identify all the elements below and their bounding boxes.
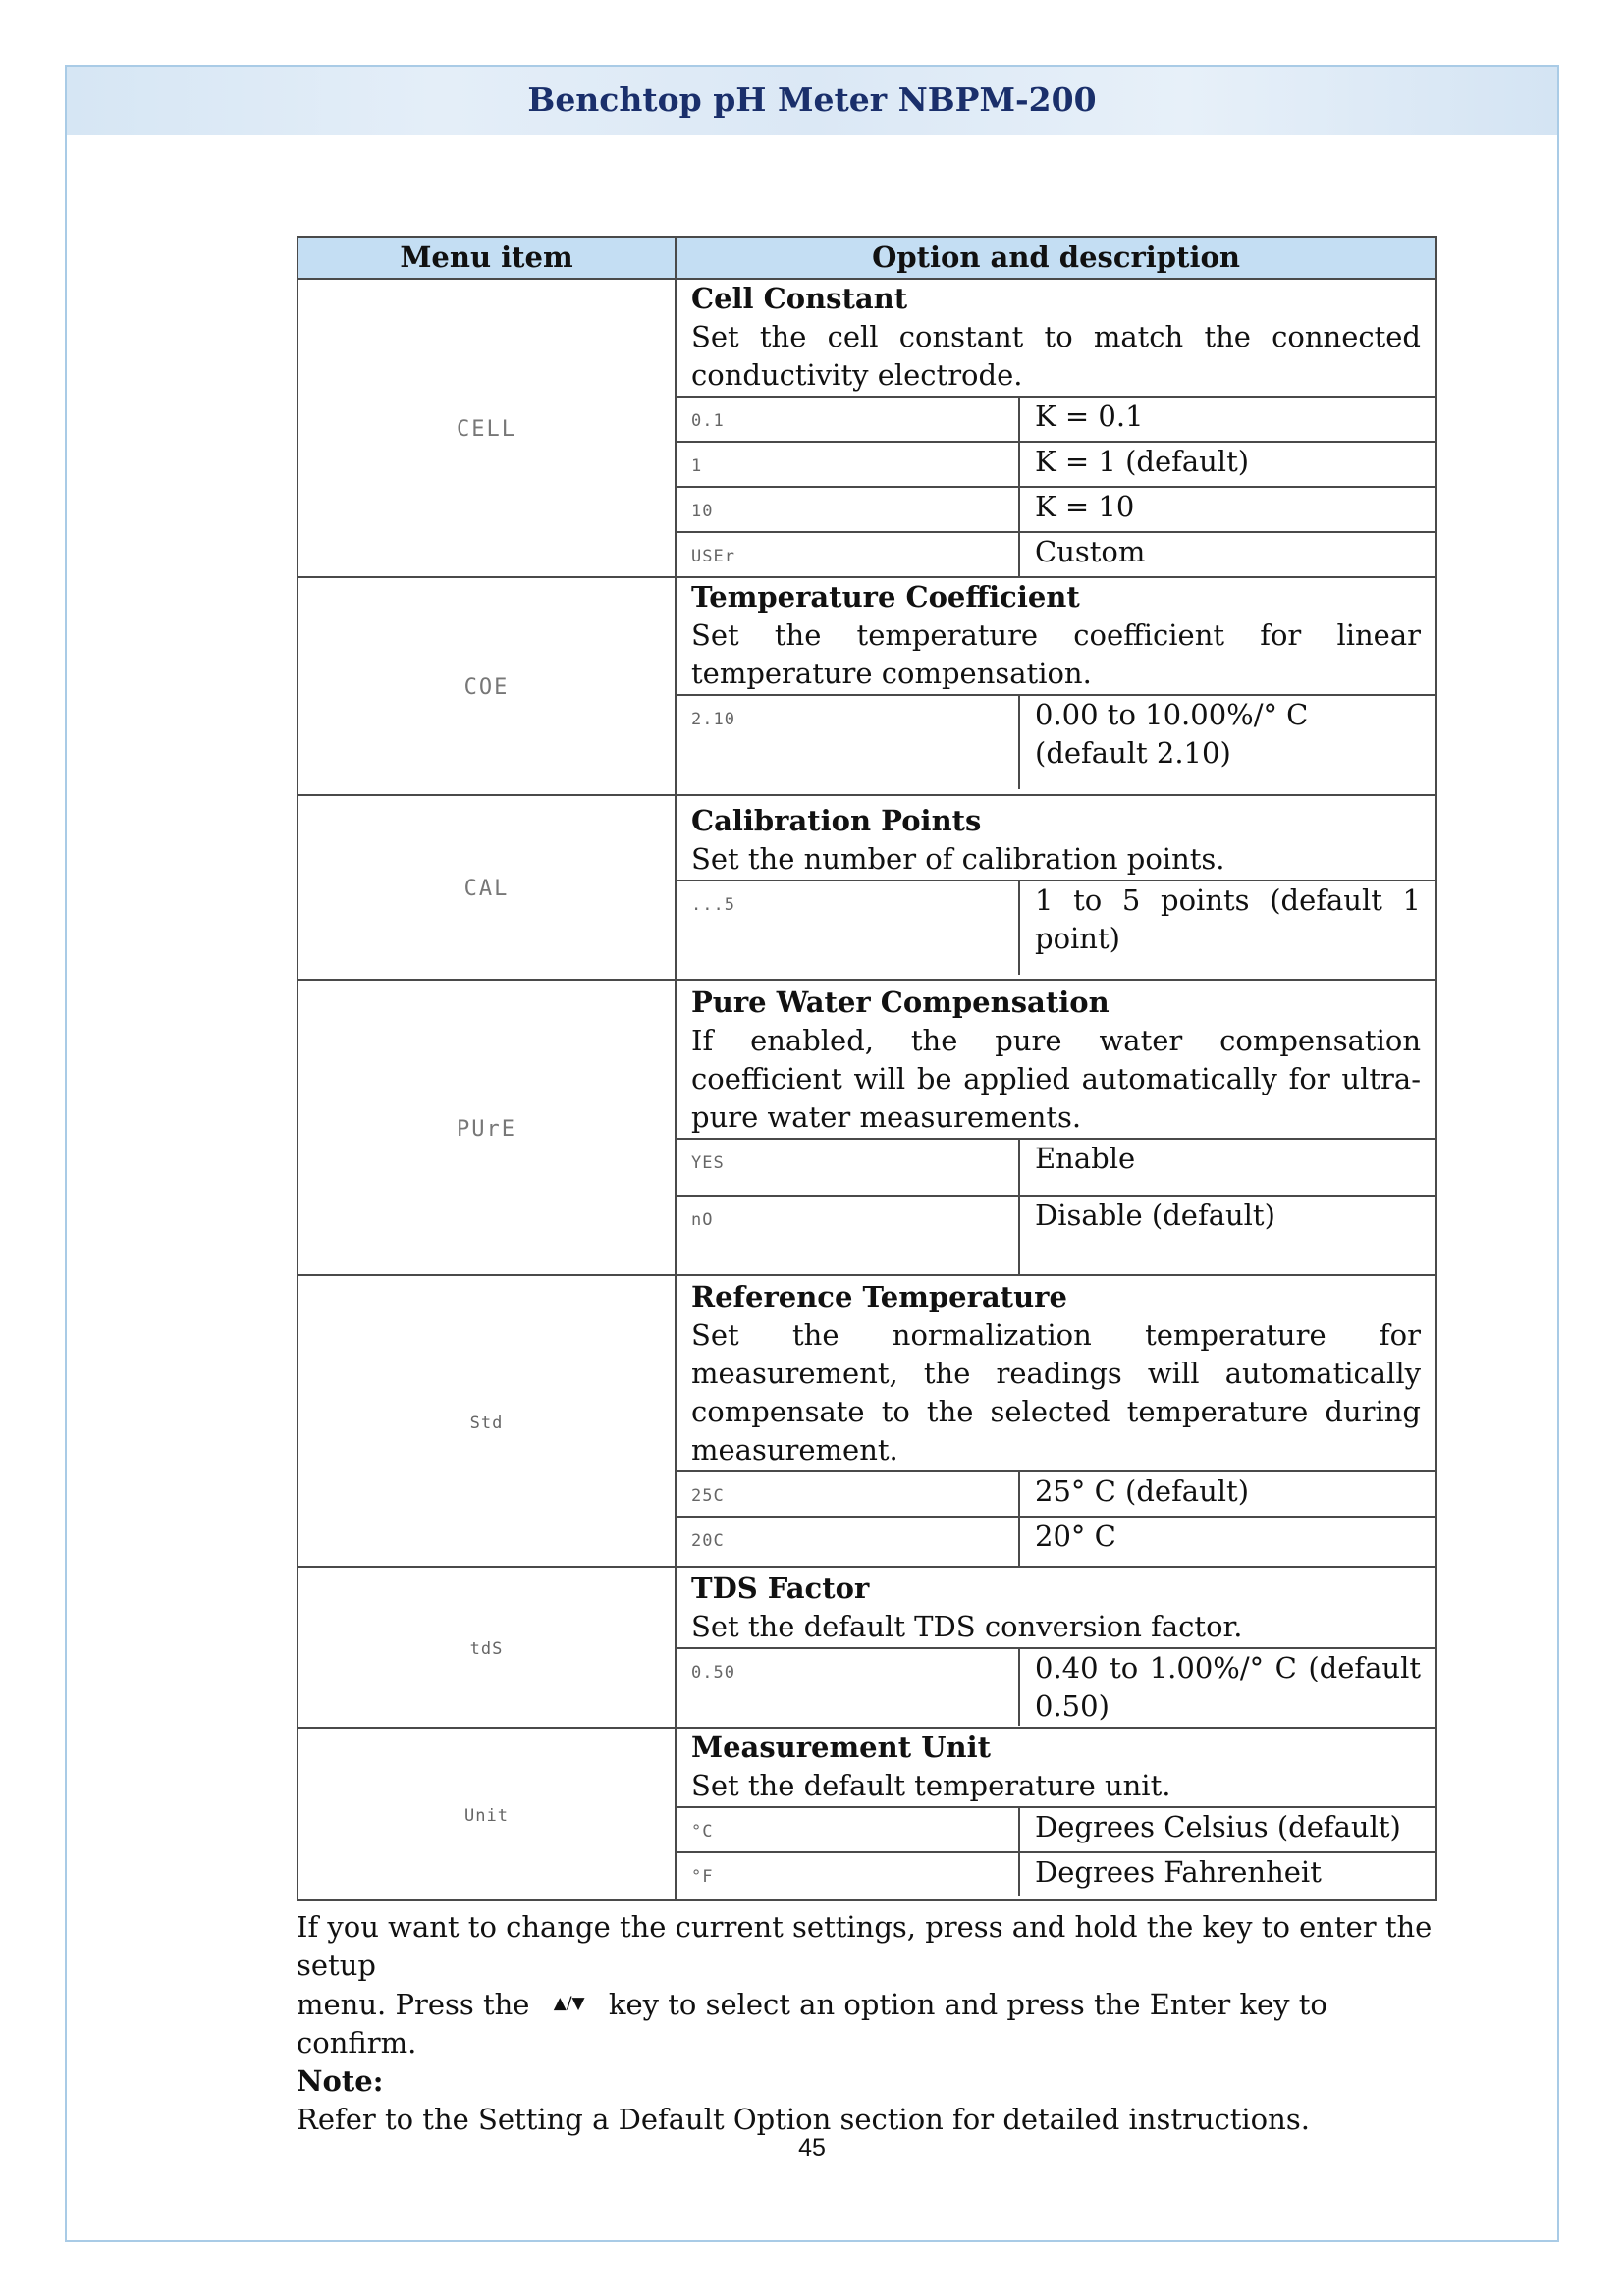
option-title: Reference Temperature — [691, 1280, 1067, 1313]
option-description — [677, 1729, 1435, 1806]
instructions-line-2: menu. Press the ▲/▼ key to select an option and press the Enter key to confirm. — [297, 1985, 1435, 2062]
option-values — [677, 396, 1435, 576]
menu-code-cell — [298, 1728, 676, 1900]
option-code: °F — [677, 1852, 1019, 1896]
option-title: Calibration Points — [691, 804, 982, 837]
option-value: Degrees Celsius (default) — [1019, 1807, 1435, 1852]
option-value: K = 0.1 — [1019, 397, 1435, 442]
option-title: TDS Factor — [691, 1572, 870, 1605]
instructions-paragraph — [297, 1908, 1435, 2139]
option-value: K = 1 (default) — [1019, 442, 1435, 487]
option-row — [677, 1196, 1435, 1274]
menu-code-cell — [298, 577, 676, 795]
lcd-code: Unit — [464, 1806, 509, 1826]
option-values — [677, 880, 1435, 975]
page-number: 45 — [798, 2134, 826, 2162]
option-code: 1 — [677, 442, 1019, 487]
option-row — [677, 487, 1435, 532]
option-title: Temperature Coefficient — [691, 580, 1080, 614]
option-code: YES — [677, 1139, 1019, 1196]
option-text: If enabled, the pure water compensation coefficient will be applied automatically for ultra-pure water measurements. — [691, 1024, 1421, 1134]
option-code: °C — [677, 1807, 1019, 1852]
page-header — [67, 67, 1557, 135]
option-description — [677, 981, 1435, 1138]
table-row — [298, 1567, 1436, 1728]
lcd-code: CAL — [463, 877, 510, 901]
option-title: Measurement Unit — [691, 1731, 991, 1764]
table-row — [298, 1275, 1436, 1567]
option-cell — [676, 1275, 1436, 1567]
option-code: 0.50 — [677, 1648, 1019, 1726]
table-header-row — [298, 237, 1436, 279]
note-text: Refer to the Setting a Default Option section for detailed instructions. — [297, 2103, 1310, 2136]
option-row — [677, 1807, 1435, 1852]
option-row — [677, 1517, 1435, 1566]
note-label: Note: — [297, 2064, 384, 2098]
option-code: ...5 — [677, 881, 1019, 975]
option-cell — [676, 1567, 1436, 1728]
option-row — [677, 1852, 1435, 1896]
option-row — [677, 1139, 1435, 1196]
option-value: 25° C (default) — [1019, 1471, 1435, 1517]
option-cell — [676, 279, 1436, 577]
option-cell — [676, 577, 1436, 795]
column-header-option: Option and description — [676, 237, 1436, 279]
option-row — [677, 881, 1435, 975]
table-row — [298, 1728, 1436, 1900]
option-values — [677, 694, 1435, 789]
option-text: Set the default TDS conversion factor. — [691, 1610, 1243, 1643]
option-title: Pure Water Compensation — [691, 986, 1110, 1019]
option-description — [677, 280, 1435, 396]
option-text: Set the default temperature unit. — [691, 1769, 1171, 1802]
option-cell — [676, 1728, 1436, 1900]
option-code: 2.10 — [677, 695, 1019, 789]
option-text: Set the temperature coefficient for linear temperature compensation. — [691, 618, 1421, 690]
option-code: 20C — [677, 1517, 1019, 1566]
option-row — [677, 1648, 1435, 1726]
option-text: Set the cell constant to match the connected conductivity electrode. — [691, 320, 1421, 392]
option-values — [677, 1138, 1435, 1274]
option-code: 0.1 — [677, 397, 1019, 442]
option-row — [677, 397, 1435, 442]
menu-code-cell — [298, 1275, 676, 1567]
option-cell — [676, 795, 1436, 980]
menu-code-cell — [298, 795, 676, 980]
option-row — [677, 1471, 1435, 1517]
option-row — [677, 532, 1435, 576]
option-value: 20° C — [1019, 1517, 1435, 1566]
option-code: 10 — [677, 487, 1019, 532]
lcd-code: CELL — [457, 417, 516, 442]
option-value: Custom — [1019, 532, 1435, 576]
option-title: Cell Constant — [691, 282, 908, 315]
option-row — [677, 695, 1435, 789]
instructions-line-1: If you want to change the current settings, press and hold the key to enter the setup — [297, 1910, 1433, 1982]
table-row — [298, 980, 1436, 1275]
option-values — [677, 1647, 1435, 1726]
option-value: K = 10 — [1019, 487, 1435, 532]
option-value: Degrees Fahrenheit — [1019, 1852, 1435, 1896]
option-code: USEr — [677, 532, 1019, 576]
menu-code-cell — [298, 279, 676, 577]
lcd-code: tdS — [469, 1639, 504, 1659]
lcd-code: COE — [463, 675, 510, 700]
up-down-arrow-icon: ▲/▼ — [553, 1994, 585, 2013]
option-text: Set the normalization temperature for measurement, the readings will automatically compensate to the selected temperature during measurement. — [691, 1318, 1421, 1467]
option-value: 0.00 to 10.00%/° C (default 2.10) — [1019, 695, 1435, 789]
table-row — [298, 279, 1436, 577]
option-text: Set the number of calibration points. — [691, 842, 1225, 876]
option-description — [677, 796, 1435, 880]
option-value: 0.40 to 1.00%/° C (default 0.50) — [1019, 1648, 1435, 1726]
menu-code-cell — [298, 980, 676, 1275]
lcd-code: PUrE — [457, 1116, 516, 1142]
option-code: nO — [677, 1196, 1019, 1274]
lcd-code: Std — [469, 1413, 504, 1433]
option-description — [677, 1568, 1435, 1647]
option-value: Enable — [1019, 1139, 1435, 1196]
column-header-menu-item: Menu item — [298, 237, 676, 279]
menu-code-cell — [298, 1567, 676, 1728]
settings-table — [297, 236, 1437, 1901]
option-row — [677, 442, 1435, 487]
option-value: Disable (default) — [1019, 1196, 1435, 1274]
table-row — [298, 577, 1436, 795]
option-cell — [676, 980, 1436, 1275]
option-description — [677, 1276, 1435, 1470]
option-code: 25C — [677, 1471, 1019, 1517]
option-description — [677, 578, 1435, 694]
page-title: Benchtop pH Meter NBPM-200 — [527, 80, 1097, 119]
option-value: 1 to 5 points (default 1 point) — [1019, 881, 1435, 975]
option-values — [677, 1806, 1435, 1896]
option-values — [677, 1470, 1435, 1566]
table-row — [298, 795, 1436, 980]
